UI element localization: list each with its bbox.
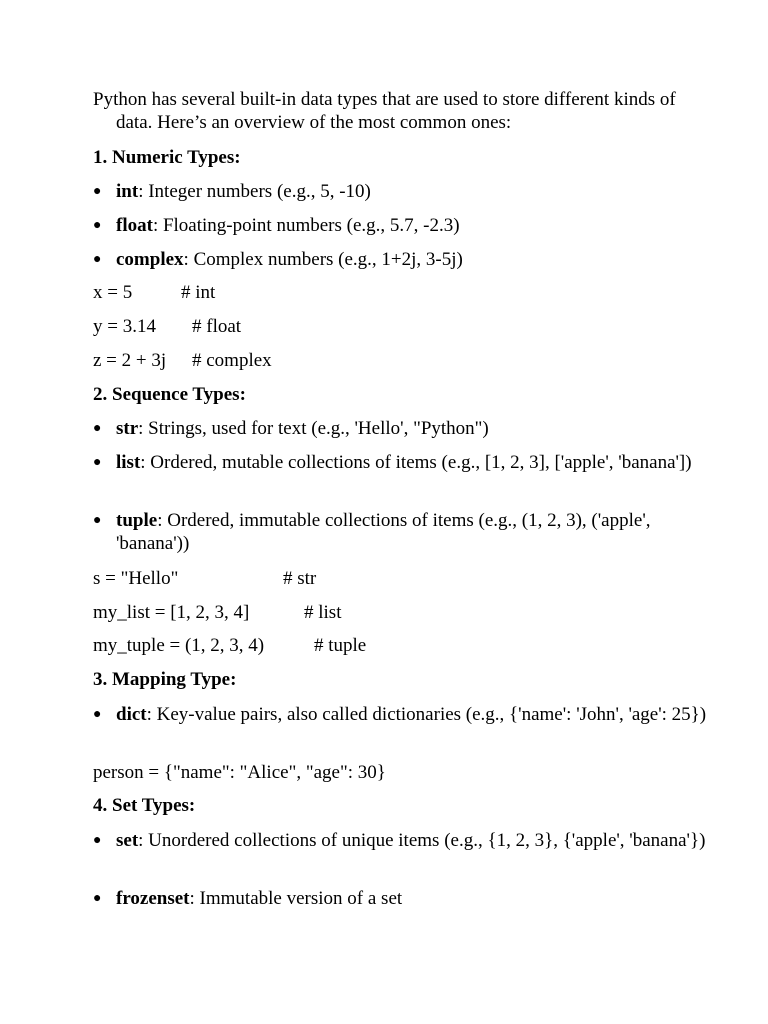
bullet-desc: : Complex numbers (e.g., 1+2j, 3-5j): [183, 249, 463, 270]
code-text: s = "Hello": [93, 568, 179, 589]
bullet-term: frozenset: [116, 888, 190, 909]
code-text: my_tuple = (1, 2, 3, 4): [93, 635, 265, 656]
bullet-dot-icon: ●: [93, 455, 102, 470]
bullet-dot-icon: ●: [93, 833, 102, 848]
intro-line-1: Python has several built-in data types that are used to store different kinds of: [93, 89, 676, 110]
intro-paragraph: [93, 88, 733, 134]
bullet-desc: : Key-value pairs, also called dictionaries (e.g., {'name': 'John', 'age': 25}): [146, 704, 707, 725]
code-line-my-tuple: [93, 634, 367, 657]
code-comment: # tuple: [314, 635, 367, 656]
code-text: y = 3.14: [93, 316, 156, 337]
section-heading-set: 4. Set Types:: [93, 795, 196, 816]
bullet-dot-icon: ●: [93, 707, 102, 722]
code-comment: # str: [283, 568, 317, 589]
bullet-item-set: [93, 829, 713, 852]
bullet-item-int: [93, 180, 713, 203]
code-text: my_list = [1, 2, 3, 4]: [93, 602, 250, 623]
code-text: person = {"name": "Alice", "age": 30}: [93, 762, 386, 783]
bullet-item-list: [93, 451, 713, 474]
bullet-desc: : Unordered collections of unique items (e.g., {1, 2, 3}, {'apple', 'banana'}): [138, 830, 706, 851]
bullet-term: float: [116, 215, 153, 236]
code-comment: # int: [181, 282, 216, 303]
bullet-item-complex: [93, 248, 713, 271]
bullet-term: list: [116, 452, 141, 473]
bullet-item-frozenset: [93, 887, 713, 910]
bullet-desc: : Strings, used for text (e.g., 'Hello', "Python"): [138, 418, 489, 439]
bullet-item-float: [93, 214, 713, 237]
code-line-person: [93, 761, 386, 784]
code-line-s: [93, 567, 317, 590]
section-heading-sequence: 2. Sequence Types:: [93, 384, 246, 405]
section-heading-numeric: 1. Numeric Types:: [93, 147, 241, 168]
code-comment: # float: [192, 316, 242, 337]
bullet-desc: : Integer numbers (e.g., 5, -10): [138, 181, 371, 202]
bullet-item-str: [93, 417, 713, 440]
bullet-dot-icon: ●: [93, 252, 102, 267]
bullet-desc: : Ordered, immutable collections of items (e.g., (1, 2, 3), ('apple', 'banana')): [116, 510, 651, 554]
bullet-desc: : Floating-point numbers (e.g., 5.7, -2.3): [152, 215, 460, 236]
bullet-item-dict: [93, 703, 713, 726]
bullet-dot-icon: ●: [93, 891, 102, 906]
code-text: x = 5: [93, 282, 133, 303]
bullet-dot-icon: ●: [93, 184, 102, 199]
bullet-dot-icon: ●: [93, 218, 102, 233]
code-comment: # list: [304, 602, 342, 623]
bullet-desc: : Ordered, mutable collections of items (e.g., [1, 2, 3], ['apple', 'banana']): [140, 452, 692, 473]
bullet-dot-icon: ●: [93, 513, 102, 528]
intro-line-2: data. Here’s an overview of the most common ones:: [116, 112, 512, 133]
section-heading-mapping: 3. Mapping Type:: [93, 669, 237, 690]
bullet-term: dict: [116, 704, 147, 725]
code-line-y: [93, 315, 242, 338]
bullet-term: set: [116, 830, 139, 851]
bullet-item-tuple: [93, 509, 713, 555]
bullet-term: complex: [116, 249, 184, 270]
bullet-dot-icon: ●: [93, 421, 102, 436]
code-line-z: [93, 349, 272, 372]
bullet-term: str: [116, 418, 139, 439]
bullet-term: int: [116, 181, 139, 202]
code-line-my-list: [93, 601, 342, 624]
bullet-term: tuple: [116, 510, 158, 531]
bullet-desc: : Immutable version of a set: [189, 888, 403, 909]
code-comment: # complex: [192, 350, 272, 371]
code-line-x: [93, 281, 216, 304]
code-text: z = 2 + 3j: [93, 350, 167, 371]
